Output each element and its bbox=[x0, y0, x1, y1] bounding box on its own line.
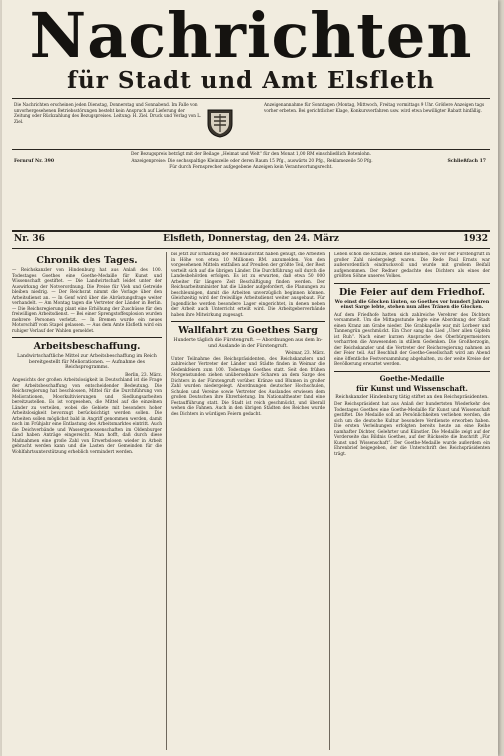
dateline-rule-bottom bbox=[12, 248, 490, 249]
ad-prices: Anzeigenpreise: Die sechsspaltige Kleinzeile oder deren Raum 15 Pfg., auswärts 20 Pfg., Reklamezeile 50 Pfg. bbox=[131, 159, 373, 164]
po-box: Schließfach 17 bbox=[447, 159, 486, 164]
arbeit-text: Angesichts der großen Arbeitslosigkeit in Deutschland ist die Frage der Arbeitsbeschaffung von entscheidender Bedeutung. Die Reichsregierung hat beschlossen, Mittel für die Durchführung von Meliorationen, Moorkultivierungen und Siedlungsarbeiten bereitzustellen. Es ist vorgesehen, die Mittel auf die einzelnen Länder zu verteilen, wobei die Gebiete mit besonders hoher Arbeitslosigkeit bevorzugt berücksichtigt werden sollen. Die Arbeiten sollen möglichst bald in Angriff genommen werden, damit noch im Frühjahr eine Entlastung des Arbeitsmarktes eintritt. Auch die Deichverbände und Wassergenossenschaften im Oldenburger Land haben Anträge eingereicht. Man hofft, daß durch diese Maßnahmen eine große Zahl von Erwerbslosen wieder in Arbeit gebracht werden kann und die Lasten der Gemeinden für die Wohlfahrtsunterstützung erheblich vermindert werden. bbox=[12, 378, 162, 455]
column-separator bbox=[166, 252, 167, 750]
subscription-price: Der Bezugspreis beträgt mit der Beilage „Heimat und Welt“ für den Monat 1,00 RM einschließlich Botenlohn. bbox=[130, 152, 372, 157]
dateline-rule-top bbox=[12, 230, 490, 232]
sarg-dateline: Weimar, 23. März. bbox=[285, 351, 325, 357]
sarg-subheading: Hunderte täglich die Fürstengruft. — Abordnungen aus dem In- und Auslande in der Fürstengruft. bbox=[173, 338, 323, 349]
phone-ads-note: Für durch Fernsprecher aufgegebene Anzeigen kein Verantwortungsrecht. bbox=[169, 165, 333, 170]
col2-text-top: bis jetzt zur Erhaltung der Reichsautorität haben genügt, die Arbeiten in Höhe von etwa 10 Millionen RM. anzumelden. Von den vorgesehenen Mitteln entfallen auf Preußen der größte Teil, der Rest verteilt sich auf die übrigen Länder. Die Durchführung soll durch die Landesbehörden erfolgen. Es ist zu erwarten, daß etwa 50 000 Arbeiter für längere Zeit Beschäftigung finden werden. Der Reichsarbeitsminister hat die Länder aufgefordert, die Planungen zu beschleunigen, damit die Arbeiten unverzüglich beginnen können. Gleichzeitig wird der freiwillige Arbeitsdienst weiter ausgebaut. Für Jugendliche werden besondere Lager eingerichtet, in denen neben der Arbeit auch Unterricht erteilt wird. Die Arbeitgeberverbände haben ihre Mitwirkung zugesagt. bbox=[171, 252, 325, 318]
issue-number: Nr. 36 bbox=[14, 234, 45, 244]
phone-number: Fernruf Nr. 390 bbox=[14, 159, 55, 164]
feier-text: Auf dem Friedhofe hatten sich zahlreiche Verehrer des Dichters versammelt. Um die Mittagsstunde legte eine Abordnung der Stadt einen Kranz am Grabe nieder. Die Grabkapelle war mit Lorbeer und Tannengrün geschmückt. Ein Chor sang das Lied „Über allen Gipfeln ist Ruh“. Nach einer kurzen Ansprache des Oberbürgermeisters verharrten die Anwesenden in stillem Gedenken. Die Großherzogin, der Reichskanzler und die Vertreter der Reichsregierung nahmen an der Feier teil. Auf Beschluß der Goethe-Gesellschaft wird am Abend eine öffentliche Festversammlung abgehalten, zu der weite Kreise der Bevölkerung erwartet werden. bbox=[334, 312, 490, 368]
info-rule bbox=[12, 149, 490, 150]
masthead-subtitle: für Stadt und Amt Elsfleth bbox=[67, 67, 435, 94]
heading-arbeitsbeschaffung: Arbeitsbeschaffung. bbox=[33, 341, 141, 352]
column-1 bbox=[12, 252, 162, 752]
column-separator bbox=[329, 252, 330, 750]
masthead-title: Nachrichten bbox=[29, 0, 473, 72]
publication-info: Die Nachrichten erscheinen jeden Dienstag, Donnerstag und Sonnabend. Im Falle von unvorhergesehenen Betriebsstörungen besteht kein Anspruch auf Lieferung der Zeitung oder Rückzahlung des Bezugspreises. Leitung: H. Ziel. Druck und Verlag von L. Ziel. bbox=[14, 102, 202, 125]
sarg-text: Unter Teilnahme des Reichspräsidenten, des Reichskanzlers und zahlreicher Vertreter der Länder und Städte finden in Weimar die Gedenkfeiern zum 100. Todestage Goethes statt. Seit den frühen Morgenstunden ziehen unübersehbare Scharen an dem Sarge des Dichters in der Fürstengruft vorüber. Kränze und Blumen in großer Zahl wurden niedergelegt. Abordnungen deutscher Hochschulen, Schulen und Vereine sowie Vertreter des Auslandes erwiesen dem großen Deutschen ihre Ehrerbietung. Im Nationaltheater fand eine Festaufführung statt. Die Stadt ist reich geschmückt, und überall wehen die Fahnen. Auch in den übrigen Städten des Reiches wurde des Dichters in würdigen Feiern gedacht. bbox=[171, 356, 325, 417]
column-3 bbox=[334, 252, 490, 752]
divider bbox=[334, 283, 490, 284]
arbeit-dateline: Berlin, 23. März. bbox=[125, 372, 162, 378]
heading-goethe-medaille: Goethe-Medaille bbox=[379, 373, 445, 383]
heading-goethes-sarg: Wallfahrt zu Goethes Sarg bbox=[178, 325, 318, 336]
feier-subheading: Wo einst die Glocken läuten, so Goethes vor hundert Jahren einst Sarge lebte, stehen nun alles Tränen die Glocken. bbox=[334, 299, 490, 311]
column-2 bbox=[171, 252, 325, 752]
heading-kunst-wissenschaft: für Kunst und Wissenschaft. bbox=[356, 383, 468, 393]
divider bbox=[12, 337, 162, 338]
coat-of-arms-icon bbox=[207, 108, 233, 138]
advertising-info: Anzeigenannahme für Sonntagen (Montag, Mittwoch, Freitag vormittags 9 Uhr. Größere Anzeigen tags vorher erbeten. Bei gerichtlicher Klage, Konkursverfahren usw. wird etwa bewilligter Rabatt hinfällig. bbox=[264, 102, 485, 113]
medaille-text: Der Reichspräsident hat aus Anlaß der hundertsten Wiederkehr des Todestages Goethes eine Goethe-Medaille für Kunst und Wissenschaft gestiftet. Die Medaille soll an Persönlichkeiten verliehen werden, die sich um die deutsche Kultur besondere Verdienste erworben haben. Die ersten Verleihungen erfolgten bereits heute an eine Reihe namhafter Dichter, Gelehrter und Künstler. Die Medaille zeigt auf der Vorderseite das Bildnis Goethes, auf der Rückseite die Inschrift „Für Kunst und Wissenschaft“. Der Goethe-Medaille wurde außerdem ein Ehrenbrief beigegeben, der die Unterschrift des Reichspräsidenten trägt. bbox=[334, 402, 490, 457]
issue-year: 1932 bbox=[462, 234, 488, 244]
newspaper-page bbox=[2, 0, 498, 756]
divider bbox=[171, 321, 325, 322]
divider bbox=[334, 371, 490, 372]
heading-chronik: Chronik des Tages. bbox=[36, 255, 138, 266]
masthead-rule-top bbox=[12, 98, 490, 99]
dateline bbox=[12, 233, 490, 246]
col3-text-top: Leben schon die Kränze, denen die Blumen, die vor der Fürstengruft in großer Zahl niedergelegt waren. Die Rede Paul Ernsts war außerordentlich eindrucksvoll und wurde mit großem Beifall aufgenommen. Der Redner gedachte des Dichters als eines der größten Söhne unseres Volkes. bbox=[334, 252, 490, 279]
heading-friedhof: Die Feier auf dem Friedhof. bbox=[338, 286, 486, 298]
medaille-subheading: Reichskanzler Hindenburg tätig stiftet an den Reichspräsidenten. bbox=[335, 394, 489, 400]
chronik-text: — Reichskanzler von Hindenburg hat aus Anlaß des 100. Todestages Goethes eine Goethe-Medaille für Kunst und Wissenschaft gestiftet. — Die Landwirtschaft leidet unter der Auswirkung der Notverordnung. Die Preise für Vieh und Getreide bleiben niedrig. — Der Reichsrat nimmt die Vorlage über den Arbeitsdienst an. — In Genf wird über die Abrüstungsfrage weiter verhandelt. — Am Montag tagen die Vertreter der Länder in Berlin. — Die Reichsregierung plant eine Erhöhung der Zuschüsse für den freiwilligen Arbeitsdienst. — Bei einer Sprengstoffexplosion wurden mehrere Personen verletzt. — In Bremen wurde ein neues Motorschiff vom Stapel gelassen. — Aus dem Amte Elsfleth wird ein ruhiger Verlauf der Wahlen gemeldet. bbox=[12, 268, 162, 334]
place-date: Elsfleth, Donnerstag, den 24. März bbox=[163, 234, 339, 244]
arbeit-subheading: Landwirtschaftliche Mittel zur Arbeitsbeschaffung im Reich bereitgestellt für Meliorationen. — Aufnahme des Reichsprogramms. bbox=[17, 354, 157, 371]
